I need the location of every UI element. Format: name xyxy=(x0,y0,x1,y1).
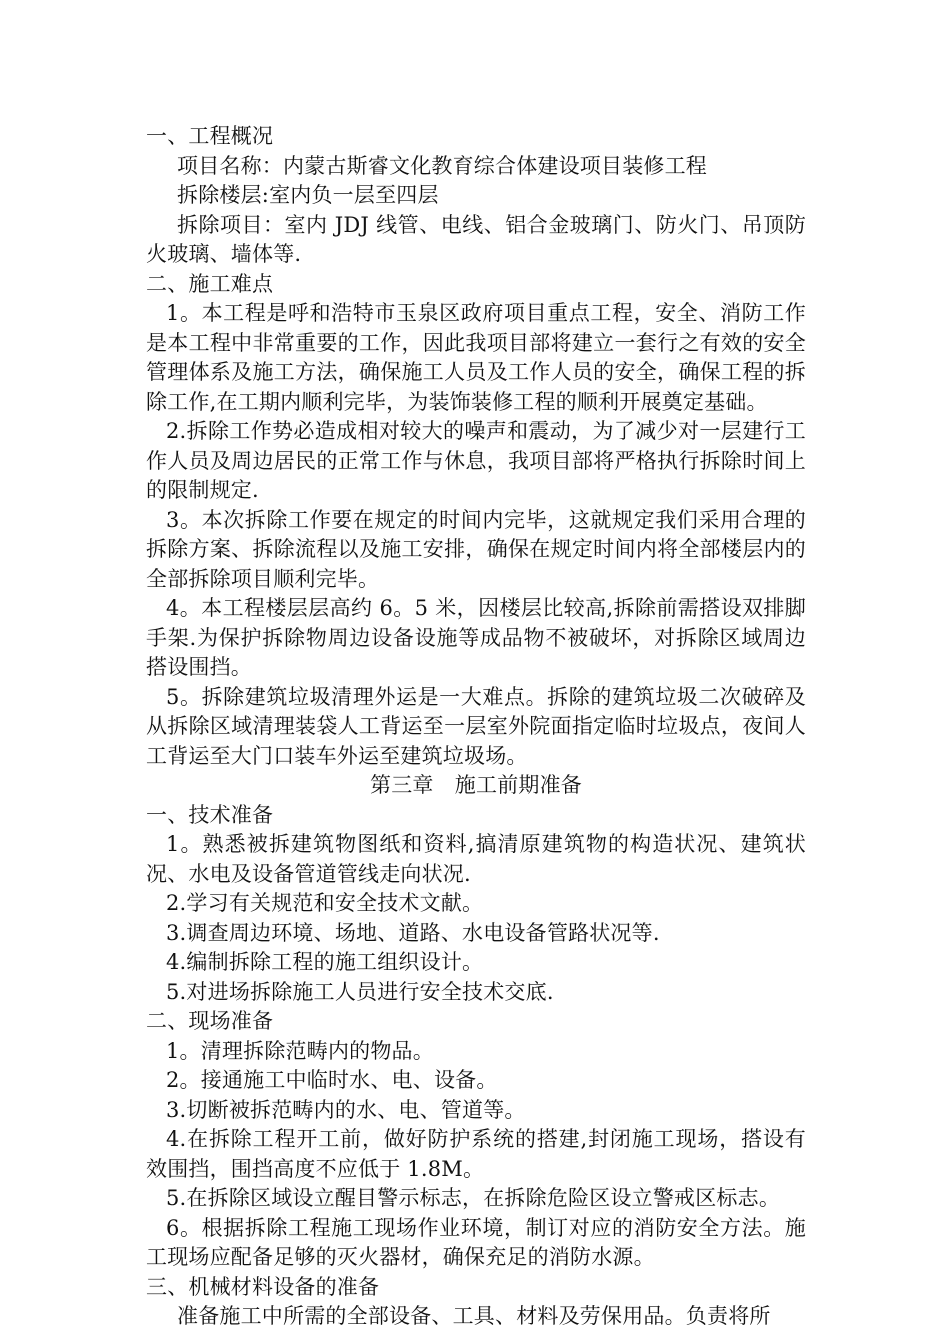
technical-prep-item-4: 4.编制拆除工程的施工组织设计。 xyxy=(166,950,484,974)
site-prep-item-1: 1。清理拆除范畴内的物品。 xyxy=(166,1038,434,1063)
difficulty-item-2: 2.拆除工作势必造成相对较大的噪声和震动，为了减少对一层建行工作人员及周边居民的正常工作与休息，我项目部将严格执行拆除时间上的限制规定. xyxy=(146,419,806,502)
difficulty-item-5: 5。拆除建筑垃圾清理外运是一大难点。拆除的建筑垃圾二次破碎及从拆除区域清理装袋人工背运至一层室外院面指定临时垃圾点，夜间人工背运至大门口装车外运至建筑垃圾场。 xyxy=(146,684,806,768)
section-heading-technical-prep: 一、技术准备 xyxy=(146,802,274,827)
site-prep-item-5: 5.在拆除区域设立醒目警示标志，在拆除危险区设立警戒区标志。 xyxy=(166,1186,781,1210)
site-prep-item-2: 2。接通施工中临时水、电、设备。 xyxy=(166,1068,498,1092)
chapter-title: 第三章 施工前期准备 xyxy=(370,773,582,797)
technical-prep-item-1: 1。熟悉被拆建筑物图纸和资料,搞清原建筑物的构造状况、建筑状况、水电及设备管道管线走向状况. xyxy=(146,832,806,886)
difficulty-item-4: 4。本工程楼层层高约 6。5 米，因楼层比较高,拆除前需搭设双排脚手架.为保护拆除物周边设备设施等成品物不被破坏，对拆除区域周边搭设围挡。 xyxy=(146,596,806,679)
site-prep-item-3: 3.切断被拆范畴内的水、电、管道等。 xyxy=(166,1097,526,1122)
site-prep-item-4: 4.在拆除工程开工前，做好防护系统的搭建,封闭施工现场，搭设有效围挡，围挡高度不应低于 1.8M。 xyxy=(146,1127,806,1181)
site-prep-item-6: 6。根据拆除工程施工现场作业环境，制订对应的消防安全方法。施工现场应配备足够的灭火器材，确保充足的消防水源。 xyxy=(146,1215,806,1269)
technical-prep-item-5: 5.对进场拆除施工人员进行安全技术交底. xyxy=(166,979,554,1004)
equipment-prep-paragraph: 准备施工中所需的全部设备、工具、材料及劳保用品。负责将所 xyxy=(177,1304,771,1328)
section-heading-equipment-prep: 三、机械材料设备的准备 xyxy=(146,1274,380,1299)
difficulty-item-3: 3。本次拆除工作要在规定的时间内完毕，这就规定我们采用合理的拆除方案、拆除流程以及施工安排，确保在规定时间内将全部楼层内的全部拆除项目顺利完毕。 xyxy=(146,507,806,591)
project-name-paragraph: 项目名称：内蒙古斯睿文化教育综合体建设项目装修工程 xyxy=(177,153,707,178)
demolition-items-paragraph: 拆除项目：室内 JDJ 线管、电线、铝合金玻璃门、防火门、吊顶防火玻璃、墙体等. xyxy=(146,212,806,266)
section-heading-site-prep: 二、现场准备 xyxy=(146,1009,274,1033)
technical-prep-item-2: 2.学习有关规范和安全技术文献。 xyxy=(166,891,484,915)
demolition-floors-paragraph: 拆除楼层:室内负一层至四层 xyxy=(177,183,439,207)
section-heading-difficulties: 二、施工难点 xyxy=(146,271,274,296)
difficulty-item-1: 1。本工程是呼和浩特市玉泉区政府项目重点工程，安全、消防工作是本工程中非常重要的工作，因此我项目部将建立一套行之有效的安全管理体系及施工方法，确保施工人员及工作人员的安全，确保工程的拆除工作,在工期内顺利完毕，为装饰装修工程的顺利开展奠定基础。 xyxy=(146,301,806,414)
document-body xyxy=(146,122,806,1332)
technical-prep-item-3: 3.调查周边环境、场地、道路、水电设备管路状况等. xyxy=(166,920,660,945)
section-heading-overview: 一、工程概况 xyxy=(146,124,274,148)
